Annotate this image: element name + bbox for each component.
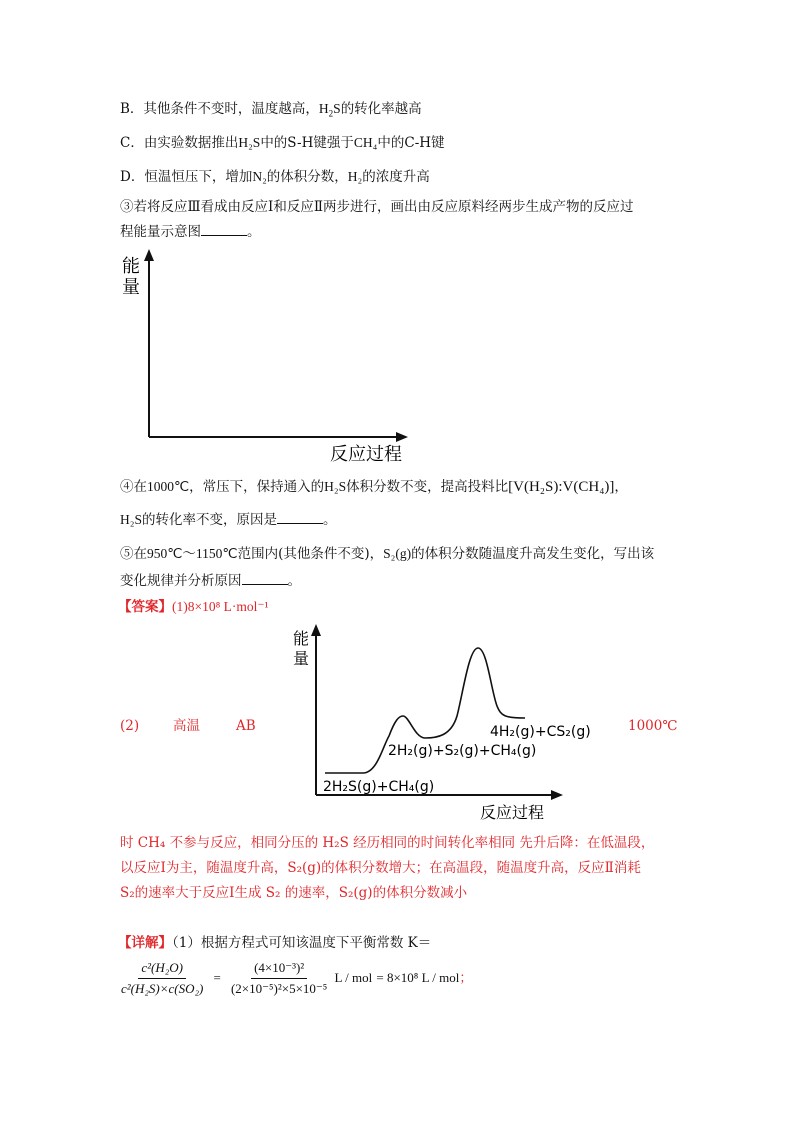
- option-d: D．恒温恒压下，增加N₂的体积分数，H₂的浓度升高: [120, 169, 430, 185]
- y-axis-arrow-icon: [144, 249, 154, 261]
- level-reactants: 2H₂S(g)+CH₄(g): [323, 779, 435, 795]
- h2s-formula: $H_2S$: [318, 101, 341, 119]
- y-axis-arrow-icon: [311, 624, 321, 636]
- answer-blank: [242, 572, 288, 585]
- question-3-line2: 程能量示意图 。: [120, 224, 261, 240]
- answer-part2-condition: 高温: [173, 718, 200, 734]
- option-b: B．其他条件不变时，温度越高，$H_2S$的转化率越高: [120, 101, 422, 119]
- answer-heading: 【答案】(1)8×10⁸ L·mol⁻¹: [118, 599, 269, 615]
- question-3-line1: ③若将反应Ⅲ看成由反应Ⅰ和反应Ⅱ两步进行，画出由反应原料经两步生成产物的反应过: [120, 199, 634, 215]
- x-axis-label: 反应过程: [330, 444, 402, 465]
- question-5-line1: ⑤在950℃～1150℃范围内(其他条件不变)，S₂(g)的体积分数随温度升高发生变化，写出该: [120, 546, 655, 562]
- answer-energy-diagram: [285, 618, 591, 828]
- y-axis-label-2: 量: [122, 277, 140, 298]
- option-c: C．由实验数据推出H₂S中的S-H键强于CH₄中的C-H键: [120, 135, 445, 151]
- equilibrium-formula: $\frac{\text{c²(H₂O)}}{\text{c²(H₂S)×c(SO₂)}}$ = $\frac{\text{(4×10⁻³)²}}{\text{(2×10⁻⁵)²×5×10⁻⁵}}$ L / mol = 8×10⁸ L / mol；: [118, 960, 472, 997]
- detail-heading: 【详解】（1）根据方程式可知该温度下平衡常数 K＝: [118, 935, 432, 951]
- answer-text-line1: 时 CH₄ 不参与反应，相同分压的 H₂S 经历相同的时间转化率相同 先升后降：在低温段，: [120, 835, 655, 851]
- h2s-formula: H₂S: [238, 135, 261, 150]
- y-axis-label-1: 能: [293, 629, 310, 648]
- answer-part2-number: (2): [120, 718, 140, 734]
- n2-formula: N₂: [252, 169, 267, 184]
- fraction-values: $\frac{\text{(4×10⁻³)²}}{\text{(2×10⁻⁵)²×5×10⁻⁵}}$: [230, 960, 328, 996]
- question-5-line2: 变化规律并分析原因 。: [120, 573, 301, 589]
- x-axis-arrow-icon: [551, 790, 563, 800]
- answer-text-line2: 以反应Ⅰ为主，随温度升高，S₂(g)的体积分数增大；在高温段，随温度升高，反应Ⅱ消耗: [120, 860, 641, 876]
- answer-part2-temp: 1000℃: [628, 718, 678, 734]
- question-4-line2: H₂S的转化率不变，原因是 。: [120, 512, 337, 528]
- h2-formula: H₂: [347, 169, 363, 184]
- question-4-line1: ④在1000℃，常压下，保持通入的H₂S体积分数不变，提高投料比[V(H₂S):V(CH₄)]，: [120, 479, 628, 495]
- y-axis-label-1: 能: [122, 256, 140, 277]
- answer-text-line3: S₂的速率大于反应Ⅰ生成 S₂ 的速率，S₂(g)的体积分数减小: [120, 885, 468, 901]
- blank-energy-axes: [110, 245, 420, 465]
- answer-part2-choice: AB: [236, 718, 256, 734]
- x-axis-label: 反应过程: [480, 803, 545, 822]
- level-products: 4H₂(g)+CS₂(g): [490, 724, 591, 740]
- answer-blank: [201, 223, 247, 236]
- x-axis-arrow-icon: [396, 432, 408, 442]
- level-intermediate: 2H₂(g)+S₂(g)+CH₄(g): [388, 743, 537, 759]
- ch4-formula: CH₄: [353, 135, 378, 150]
- fraction-concentrations: $\frac{\text{c²(H₂O)}}{\text{c²(H₂S)×c(SO₂)}}$: [121, 960, 204, 996]
- y-axis-label-2: 量: [293, 649, 310, 668]
- answer-blank: [277, 511, 323, 524]
